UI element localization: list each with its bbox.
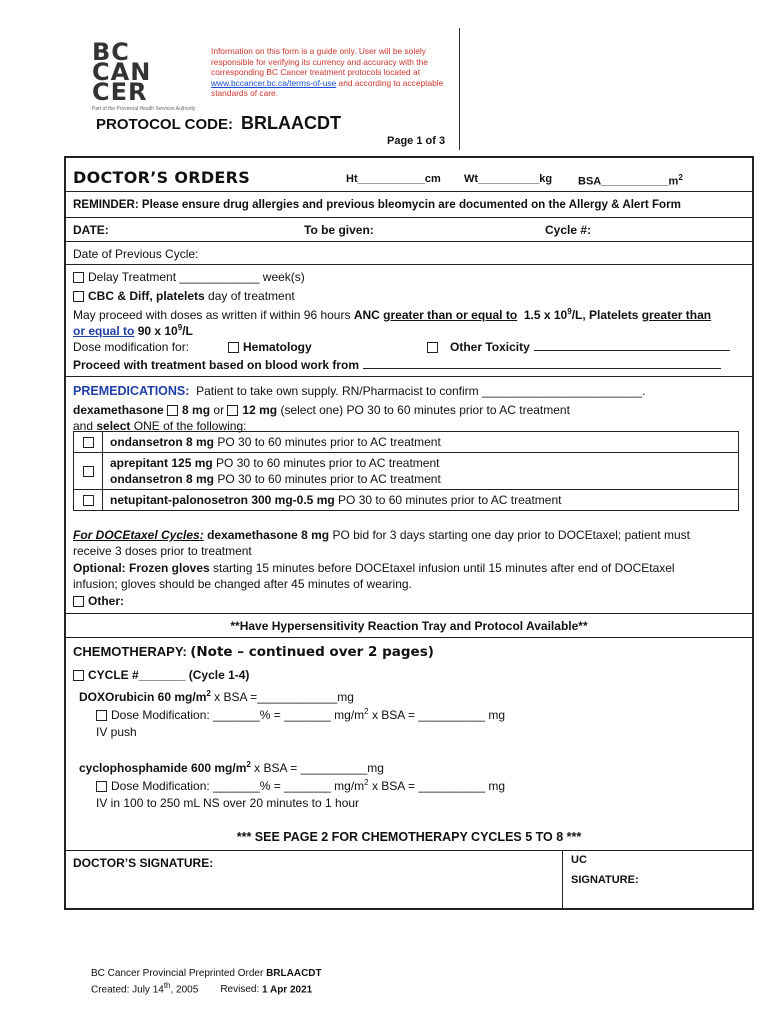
option-2-checkbox-cell: [74, 453, 103, 489]
cbc-rest: day of treatment: [204, 289, 295, 303]
cbc-row: [73, 289, 745, 303]
proceed-text: May proceed with doses as written if within 96 hours: [73, 308, 354, 322]
divider: [66, 376, 752, 377]
cycle-field[interactable]: Cycle #:: [545, 223, 592, 237]
date-row: [73, 223, 745, 237]
cbc-checkbox[interactable]: [73, 291, 84, 302]
disclaimer-text: Information on this form is a guide only. User will be solely responsible for verifying its currency and accuracy with the corresponding BC Cancer treatment protocols located at: [211, 46, 428, 78]
gte-text-2: greater than: [641, 308, 712, 322]
hsr-notice: **Have Hypersensitivity Reaction Tray and Protocol Available**: [230, 619, 588, 633]
bsa-superscript: 2: [678, 173, 683, 182]
premed-intro: Patient to take own supply. RN/Pharmacist to confirm ________________________.: [196, 384, 646, 398]
doxorubicin-dose-mod-checkbox[interactable]: [96, 710, 107, 721]
cyclophosphamide-dose-mod-checkbox[interactable]: [96, 781, 107, 792]
premed-other-label: Other:: [88, 594, 124, 608]
hematology-option[interactable]: [228, 340, 312, 354]
antiemetic-option-1: [74, 432, 738, 452]
option-3-checkbox-cell: [74, 490, 103, 510]
date-field[interactable]: DATE:: [73, 223, 109, 237]
dexa-12mg-label: 12 mg: [242, 403, 278, 417]
premed-other-row: [73, 594, 745, 608]
dexamethasone-row: [73, 403, 745, 417]
dexa-rest: (select one) PO 30 to 60 minutes prior to AC treatment: [280, 403, 570, 417]
docetaxel-label: For DOCEtaxel Cycles:: [73, 528, 204, 542]
doctors-orders-form: [64, 156, 754, 910]
option-2b-drug: ondansetron 8 mg: [110, 472, 215, 486]
option-1-rest: PO 30 to 60 minutes prior to AC treatment: [217, 435, 441, 449]
select-bold: select: [96, 419, 131, 433]
option-1-checkbox-cell: [74, 432, 103, 452]
doxorubicin-drug: DOXOrubicin 60 mg/m: [79, 690, 207, 704]
antiemetic-option-2: [74, 452, 738, 489]
uc-signature-field[interactable]: SIGNATURE:: [571, 874, 639, 886]
chemo-label: CHEMOTHERAPY:: [73, 644, 187, 659]
other-toxicity-checkbox[interactable]: [427, 342, 438, 353]
protocol-code: [96, 113, 341, 134]
chemo-cycle-row: [73, 668, 745, 682]
doxorubicin-superscript: 2: [206, 689, 211, 698]
protocol-label: PROTOCOL CODE:: [96, 116, 233, 133]
antiemetic-option-3: [74, 489, 738, 510]
dexa-8mg-checkbox[interactable]: [167, 405, 178, 416]
cyclophosphamide-dose: x BSA = __________mg: [250, 761, 384, 775]
doxorubicin-row: [79, 689, 745, 704]
frozen-gloves-label: Optional: Frozen gloves: [73, 561, 210, 575]
dose-mod-2-text: Dose Modification: _______% = _______ mg/m: [111, 779, 365, 793]
proceed-criteria: [73, 307, 745, 322]
dexa-label: dexamethasone: [73, 403, 164, 417]
iv-push: IV push: [96, 725, 137, 739]
cbc-label: CBC & Diff, platelets: [88, 289, 205, 303]
dexa-8mg-label: 8 mg: [182, 403, 211, 417]
disclaimer: [211, 46, 451, 99]
other-toxicity-label: Other Toxicity: [450, 340, 530, 354]
option-2a-drug: aprepitant 125 mg: [110, 456, 213, 470]
anc-label: ANC: [353, 308, 380, 322]
gte-text: greater than or equal to: [383, 308, 518, 322]
logo-line-2: CAN: [92, 58, 152, 86]
bc-cancer-logo: [92, 38, 202, 112]
gte-text-3: or equal to: [73, 324, 135, 338]
dexa-12mg-checkbox[interactable]: [227, 405, 238, 416]
chemo-note: (Note – continued over 2 pages): [190, 644, 434, 660]
docetaxel-rest: PO bid for 3 days starting one day prior to DOCEtaxel; patient must: [332, 528, 690, 542]
reminder: REMINDER: Please ensure drug allergies and previous bleomycin are documented on the Allergy & Alert Form: [73, 198, 681, 211]
frozen-gloves-row: [73, 561, 745, 575]
delay-label: Delay Treatment ____________ week(s): [88, 270, 305, 284]
frozen-gloves-cont: infusion; gloves should be changed after 45 minutes of wearing.: [73, 577, 412, 591]
proceed-bloodwork-label: Proceed with treatment based on blood work from: [73, 358, 360, 372]
other-toxicity-line[interactable]: [534, 350, 730, 351]
terms-link[interactable]: www.bccancer.bc.ca/terms-of-use: [211, 77, 337, 88]
divider: [66, 850, 752, 851]
proceed-criteria-cont: [73, 323, 745, 338]
frozen-gloves-rest: starting 15 minutes before DOCEtaxel infusion until 15 minutes after end of DOCEtaxel: [213, 561, 675, 575]
footer-line-2: [91, 980, 322, 996]
dose-mod-label: Dose modification for:: [73, 340, 190, 354]
doxorubicin-dose-mod: [96, 707, 745, 722]
premed-label: PREMEDICATIONS:: [73, 384, 190, 398]
footer-order-code: BRLAACDT: [266, 968, 322, 979]
page-number: Page 1 of 3: [387, 135, 446, 147]
platelet-superscript: 9: [177, 323, 183, 332]
option-1-drug: ondansetron 8 mg: [110, 435, 215, 449]
logo-subtitle: Part of the Provincial Health Services Authority: [92, 106, 196, 112]
anc-superscript: 9: [567, 307, 572, 316]
footer-order-text: BC Cancer Provincial Preprinted Order: [91, 968, 264, 979]
anc-value: 1.5 x 10: [523, 308, 568, 322]
docetaxel-drug: dexamethasone 8 mg: [207, 528, 330, 542]
disclaimer-text-end: and according to acceptable standards of care.: [211, 77, 444, 99]
footer-created-superscript: th: [163, 981, 171, 990]
option-1-checkbox[interactable]: [83, 437, 94, 448]
platelet-value: 90 x 10: [137, 324, 178, 338]
chemo-cycle-checkbox[interactable]: [73, 670, 84, 681]
select-post: ONE of the following:: [133, 419, 247, 433]
premed-other-checkbox[interactable]: [73, 596, 84, 607]
option-3-checkbox[interactable]: [83, 495, 94, 506]
divider: [66, 217, 752, 218]
option-2b-rest: PO 30 to 60 minutes prior to AC treatment: [217, 472, 441, 486]
previous-cycle-field[interactable]: Date of Previous Cycle:: [73, 247, 199, 261]
docetaxel-premed-row: [73, 528, 745, 542]
height-field[interactable]: Ht___________cm: [346, 173, 441, 185]
dose-mod-1-superscript: 2: [364, 707, 369, 716]
divider: [66, 613, 752, 614]
bsa-label: BSA___________m: [578, 175, 679, 188]
logo-line-3: CER: [92, 78, 148, 106]
option-2a-rest: PO 30 to 60 minutes prior to AC treatment: [216, 456, 440, 470]
hematology-label: Hematology: [243, 340, 312, 354]
divider: [66, 241, 752, 242]
proceed-bloodwork-row: [73, 358, 745, 372]
delay-checkbox[interactable]: [73, 272, 84, 283]
platelet-unit: /L: [182, 324, 193, 338]
divider: [66, 264, 752, 265]
protocol-code-value: BRLAACDT: [240, 113, 341, 133]
antiemetic-options-table: [73, 431, 739, 511]
cyclophosphamide-dose-mod: [96, 778, 745, 793]
option-2-checkbox[interactable]: [83, 466, 94, 477]
header-divider: [459, 28, 460, 150]
other-toxicity-option[interactable]: [427, 340, 730, 354]
docetaxel-premed-cont: receive 3 doses prior to treatment: [73, 544, 252, 558]
footer-created-year: , 2005: [170, 984, 199, 996]
dose-mod-1-text: Dose Modification: _______% = _______ mg/m: [111, 708, 365, 722]
premed-header: [73, 384, 745, 398]
platelet-label: /L, Platelets: [571, 308, 642, 322]
uc-label: UC: [571, 854, 587, 866]
doctor-signature-field[interactable]: DOCTOR’S SIGNATURE:: [73, 856, 214, 870]
dose-mod-2-superscript: 2: [364, 778, 369, 787]
chemo-cycle-label: CYCLE #_______ (Cycle 1-4): [88, 668, 250, 682]
to-be-given-field[interactable]: To be given:: [304, 223, 374, 237]
footer-revised-date: 1 Apr 2021: [262, 984, 313, 996]
footer-revised-label: Revised:: [220, 984, 260, 996]
option-3-drug: netupitant-palonosetron 300 mg-0.5 mg: [110, 493, 335, 507]
cyclophosphamide-row: [79, 760, 745, 775]
hematology-checkbox[interactable]: [228, 342, 239, 353]
cyclophosphamide-drug: cyclophosphamide 600 mg/m: [79, 761, 247, 775]
delay-treatment-row: [73, 270, 745, 284]
doxorubicin-dose: x BSA =____________mg: [210, 690, 354, 704]
iv-ns-instructions: IV in 100 to 250 mL NS over 20 minutes to 1 hour: [96, 796, 360, 810]
logo-line-1: BC: [92, 38, 130, 66]
see-page-2: *** SEE PAGE 2 FOR CHEMOTHERAPY CYCLES 5 TO 8 ***: [236, 830, 582, 844]
footer: [91, 968, 322, 996]
chemo-header: [73, 644, 745, 660]
divider: [66, 637, 752, 638]
footer-line-1: [91, 968, 322, 980]
select-pre: and: [73, 419, 94, 433]
dose-mod-1-end: x BSA = __________ mg: [368, 708, 506, 722]
cyclophosphamide-superscript: 2: [246, 760, 251, 769]
divider: [66, 191, 752, 192]
or-text: or: [213, 403, 225, 417]
dose-mod-2-end: x BSA = __________ mg: [368, 779, 506, 793]
bsa-field[interactable]: [578, 173, 683, 188]
orders-title-row: [73, 168, 745, 187]
bloodwork-date-line[interactable]: [363, 368, 721, 369]
dose-mod-row: [73, 340, 745, 354]
weight-field[interactable]: Wt__________kg: [464, 173, 553, 185]
footer-created: Created: July 14: [91, 984, 164, 996]
option-3-rest: PO 30 to 60 minutes prior to AC treatment: [338, 493, 562, 507]
orders-title: DOCTOR’S ORDERS: [73, 168, 251, 187]
